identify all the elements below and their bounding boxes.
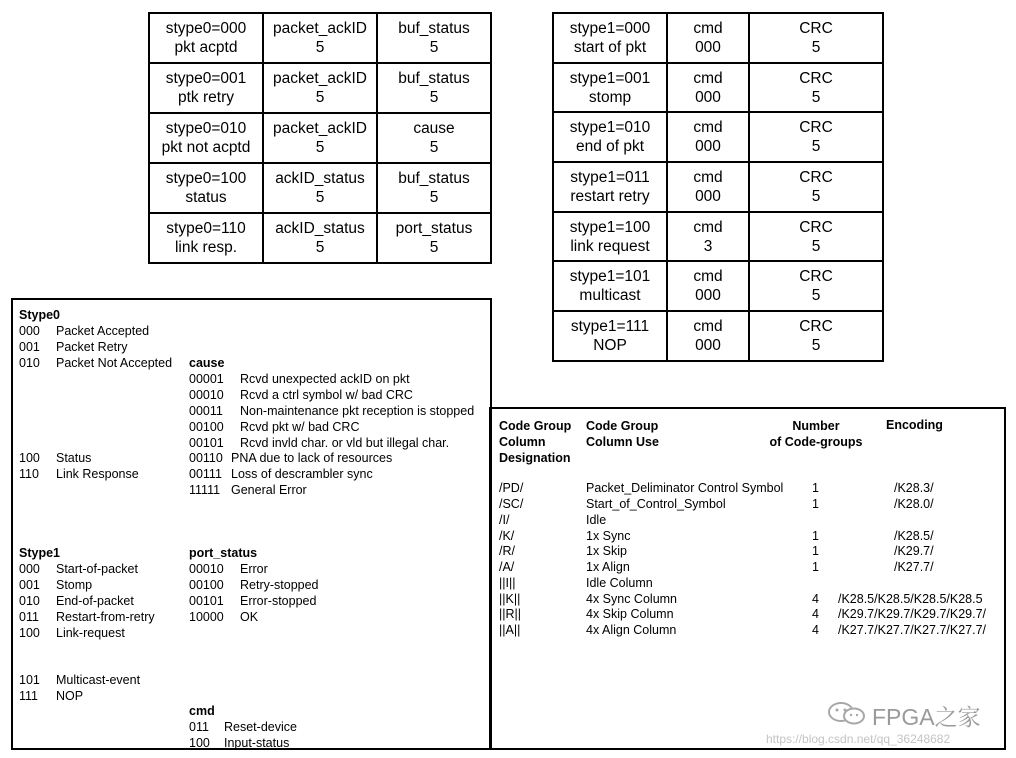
stype1-cell-line: 000 xyxy=(695,336,721,354)
stype0-item-code: 100 xyxy=(19,451,40,465)
stype0-row xyxy=(149,113,491,163)
cmd-item-code: 011 xyxy=(189,720,209,734)
cause-item-code: 00101 xyxy=(189,436,224,450)
code-group-number: 1 xyxy=(812,544,819,558)
stype1-cell-line: cmd xyxy=(693,168,723,186)
cmd-item-label: Reset-device xyxy=(224,720,297,734)
stype1-cell-line: 000 xyxy=(695,88,721,106)
cause-item-code: 00111 xyxy=(189,467,222,481)
stype1-item-code: 001 xyxy=(19,578,40,592)
stype1-cell-line: restart retry xyxy=(570,187,650,205)
stype1-cell xyxy=(667,311,749,361)
code-group-number: 1 xyxy=(812,560,819,574)
stype1-cell-line: 5 xyxy=(811,237,821,255)
legend-box xyxy=(11,298,492,750)
cause-item-code: 00110 xyxy=(189,451,223,465)
stype0-item-code: 000 xyxy=(19,324,40,338)
stype1-cell xyxy=(553,13,667,63)
code-group-encoding: /K27.7/K27.7/K27.7/K27.7/ xyxy=(838,623,987,637)
stype0-cell xyxy=(263,13,377,63)
stype0-cell-line: buf_status xyxy=(398,20,470,37)
cause-item-code: 11111 xyxy=(189,483,221,497)
stype0-cell-line: 5 xyxy=(429,189,439,206)
code-group-designation: ||A|| xyxy=(499,623,521,637)
code-group-number: 4 xyxy=(812,623,819,637)
stype0-cell-line: stype0=100 xyxy=(165,170,247,187)
code-group-number: 1 xyxy=(812,497,819,511)
stype0-cell xyxy=(263,163,377,213)
stype0-item-label: Status xyxy=(56,451,92,465)
stype0-cell-line: cause xyxy=(413,120,455,137)
stype0-cell xyxy=(377,113,491,163)
designation-header: Code Group Column Designation xyxy=(499,419,572,465)
stype1-heading: Stype1 xyxy=(19,546,60,560)
stype0-cell-line: 5 xyxy=(315,139,325,156)
stype0-item-label: Link Response xyxy=(56,467,139,481)
stype1-cell-line: 000 xyxy=(695,138,721,156)
code-group-designation: /A/ xyxy=(499,560,515,574)
stype0-item-code: 010 xyxy=(19,356,40,370)
stype1-cell-line: 5 xyxy=(811,138,821,156)
stype0-cell-line: pkt not acptd xyxy=(161,139,251,156)
port-status-item-label: OK xyxy=(240,610,259,624)
stype0-cell xyxy=(263,213,377,263)
cmd-heading: cmd xyxy=(189,704,215,718)
stype1-cell xyxy=(553,311,667,361)
stype1-table xyxy=(552,12,884,362)
cause-item-code: 00011 xyxy=(189,404,223,418)
stype1-row xyxy=(553,261,883,311)
stype0-cell-line: stype0=010 xyxy=(165,120,247,137)
cause-item-label: Rcvd unexpected ackID on pkt xyxy=(240,372,410,386)
code-group-use: 4x Align Column xyxy=(586,623,677,637)
stype1-cell-line: stomp xyxy=(588,88,632,106)
cause-heading: cause xyxy=(189,356,225,370)
code-group-designation: ||I|| xyxy=(499,576,516,590)
stype1-cell xyxy=(667,13,749,63)
stype0-cell-line: 5 xyxy=(429,239,439,256)
code-group-encoding: /K29.7/K29.7/K29.7/K29.7/ xyxy=(838,607,987,621)
stype1-cell-line: 000 xyxy=(695,187,721,205)
stype1-cell-line: NOP xyxy=(593,336,627,354)
stype1-cell-line: CRC xyxy=(799,218,833,236)
stype1-row xyxy=(553,112,883,162)
stype0-cell-line: packet_ackID xyxy=(273,120,367,137)
code-group-encoding: /K27.7/ xyxy=(894,560,934,574)
stype0-cell-line: 5 xyxy=(429,139,439,156)
stype1-cell-line: CRC xyxy=(799,317,833,335)
code-group-use: Idle xyxy=(586,513,607,527)
stype1-cell-line: 3 xyxy=(703,237,713,255)
code-group-number: 1 xyxy=(812,481,819,495)
stype0-cell-line: link resp. xyxy=(174,239,238,256)
stype0-item-code: 110 xyxy=(19,467,39,481)
stype1-cell-line: start of pkt xyxy=(573,38,647,56)
stype1-cell xyxy=(667,63,749,113)
cause-item-label: Loss of descrambler sync xyxy=(231,467,373,481)
stype1-cell xyxy=(667,261,749,311)
stype0-table-body xyxy=(149,13,491,263)
code-group-encoding: /K28.5/ xyxy=(894,529,934,543)
stype0-cell xyxy=(149,13,263,63)
stype1-cell-line: cmd xyxy=(693,268,723,286)
stype1-cell-line: link request xyxy=(570,237,650,255)
stype1-cell-line: stype1=001 xyxy=(569,69,651,87)
code-group-use: Idle Column xyxy=(586,576,653,590)
stype1-cell xyxy=(749,261,883,311)
stype0-cell-line: stype0=000 xyxy=(165,20,247,37)
stype1-cell xyxy=(749,162,883,212)
cause-item-label: Rcvd pkt w/ bad CRC xyxy=(240,420,360,434)
stype1-cell-line: 5 xyxy=(811,88,821,106)
cause-item-label: Non-maintenance pkt reception is stopped xyxy=(240,404,475,418)
code-group-designation: /I/ xyxy=(499,513,510,527)
code-group-encoding: /K28.5/K28.5/K28.5/K28.5 xyxy=(838,592,983,606)
code-group-designation: /SC/ xyxy=(499,497,524,511)
stype1-cell-line: CRC xyxy=(799,19,833,37)
stype0-cell-line: ptk retry xyxy=(178,89,234,106)
stype0-cell xyxy=(377,63,491,113)
wechat-icon xyxy=(826,700,868,726)
stype1-cell-line: multicast xyxy=(579,287,641,305)
stype1-item-code: 011 xyxy=(19,610,39,624)
code-group-designation: ||K|| xyxy=(499,592,521,606)
code-group-encoding: /K29.7/ xyxy=(894,544,934,558)
stype1-row xyxy=(553,212,883,262)
stype1-cell-line: cmd xyxy=(693,119,723,137)
stype0-cell-line: stype0=001 xyxy=(165,70,247,87)
stype1-cell xyxy=(749,311,883,361)
stype1-cell xyxy=(553,261,667,311)
stype0-cell-line: ackID_status xyxy=(275,170,365,187)
code-group-designation: ||R|| xyxy=(499,607,522,621)
stype0-row xyxy=(149,63,491,113)
stype0-cell-line: buf_status xyxy=(398,170,470,187)
stype1-item-label: Stomp xyxy=(56,578,93,592)
encoding-header: Encoding xyxy=(886,418,943,432)
stype1-cell xyxy=(749,112,883,162)
stype0-cell xyxy=(149,63,263,113)
code-group-designation: /R/ xyxy=(499,544,515,558)
stype1-row xyxy=(553,311,883,361)
port-status-item-label: Error-stopped xyxy=(240,594,317,608)
stype0-cell xyxy=(149,213,263,263)
stype1-cell xyxy=(667,212,749,262)
code-group-designation: /K/ xyxy=(499,529,515,543)
stype0-cell-line: 5 xyxy=(429,89,439,106)
stype0-cell xyxy=(377,213,491,263)
stype1-item-code: 100 xyxy=(19,626,40,640)
stype1-table-body xyxy=(553,13,883,361)
cause-item-code: 00010 xyxy=(189,388,224,402)
stype1-cell-line: cmd xyxy=(693,19,723,37)
stype1-cell-line: stype1=101 xyxy=(569,268,651,286)
stype0-cell-line: pkt acptd xyxy=(174,39,238,56)
stype0-heading: Stype0 xyxy=(19,308,60,322)
stype1-cell-line: CRC xyxy=(799,119,833,137)
stype0-cell-line: stype0=110 xyxy=(166,220,246,237)
stype0-cell-line: packet_ackID xyxy=(273,20,367,37)
stype0-cell-line: 5 xyxy=(315,89,325,106)
stype1-cell-line: cmd xyxy=(693,69,723,87)
stype1-cell xyxy=(553,162,667,212)
stype1-item-label: NOP xyxy=(56,689,84,703)
stype0-cell xyxy=(377,13,491,63)
code-group-number: 1 xyxy=(812,529,819,543)
port-status-item-code: 00100 xyxy=(189,578,224,592)
stype0-cell-line: packet_ackID xyxy=(273,70,367,87)
stype0-item-label: Packet Accepted xyxy=(56,324,150,338)
stype0-cell-line: buf_status xyxy=(398,70,470,87)
port-status-item-code: 10000 xyxy=(189,610,224,624)
stype0-cell-line: 5 xyxy=(315,189,325,206)
stype0-item-label: Packet Retry xyxy=(56,340,128,354)
stype1-cell-line: 5 xyxy=(811,336,821,354)
stype1-cell xyxy=(667,112,749,162)
cause-item-code: 00001 xyxy=(189,372,224,386)
code-group-use: Packet_Deliminator Control Symbol xyxy=(586,481,784,495)
code-group-use: 1x Skip xyxy=(586,544,627,558)
stype1-item-code: 010 xyxy=(19,594,40,608)
code-group-use: 1x Sync xyxy=(586,529,631,543)
stype1-cell xyxy=(667,162,749,212)
code-group-number: 4 xyxy=(812,607,819,621)
stype0-cell-line: 5 xyxy=(315,39,325,56)
stype0-cell-line: ackID_status xyxy=(275,220,365,237)
watermark-url: https://blog.csdn.net/qq_36248682 xyxy=(766,732,951,746)
watermark-brand: FPGA之家 xyxy=(872,704,981,730)
stype1-row xyxy=(553,13,883,63)
stype1-cell-line: stype1=111 xyxy=(570,317,650,335)
stype1-cell-line: stype1=100 xyxy=(569,218,651,236)
cmd-item-label: Input-status xyxy=(224,736,290,750)
stype1-cell xyxy=(749,212,883,262)
stype1-cell-line: 000 xyxy=(695,287,721,305)
stype1-cell-line: stype1=000 xyxy=(569,19,651,37)
port-status-item-code: 00010 xyxy=(189,562,224,576)
stype0-cell-line: 5 xyxy=(315,239,325,256)
stype0-item-code: 001 xyxy=(19,340,40,354)
stype1-cell-line: cmd xyxy=(693,218,723,236)
cause-item-label: Rcvd invld char. or vld but illegal char. xyxy=(240,436,450,450)
number-header: Number of Code-groups xyxy=(769,419,863,449)
code-group-use: 4x Sync Column xyxy=(586,592,678,606)
stype1-cell-line: stype1=011 xyxy=(570,168,650,186)
stype1-cell-line: stype1=010 xyxy=(569,119,651,137)
stype1-item-label: Link-request xyxy=(56,626,125,640)
port-status-item-code: 00101 xyxy=(189,594,224,608)
stype1-row xyxy=(553,162,883,212)
stype0-table xyxy=(148,12,492,264)
code-group-number: 4 xyxy=(812,592,819,606)
code-group-use: 4x Skip Column xyxy=(586,607,674,621)
code-group-use: Start_of_Control_Symbol xyxy=(586,497,726,511)
port-status-item-label: Retry-stopped xyxy=(240,578,319,592)
code-group-designation: /PD/ xyxy=(499,481,524,495)
stype1-cell xyxy=(553,212,667,262)
stype1-cell-line: CRC xyxy=(799,168,833,186)
stype1-item-label: End-of-packet xyxy=(56,594,134,608)
stype1-item-label: Start-of-packet xyxy=(56,562,138,576)
watermark-logo xyxy=(826,700,868,731)
cause-item-code: 00100 xyxy=(189,420,224,434)
stype1-item-code: 000 xyxy=(19,562,40,576)
cmd-item-code: 100 xyxy=(189,736,210,750)
stype1-item-code: 101 xyxy=(19,673,40,687)
stype0-cell xyxy=(263,63,377,113)
code-group-encoding: /K28.3/ xyxy=(894,481,934,495)
port-status-heading: port_status xyxy=(189,546,258,560)
stype1-cell-line: 5 xyxy=(811,287,821,305)
stype1-cell xyxy=(553,112,667,162)
stype0-cell xyxy=(377,163,491,213)
stype1-cell-line: end of pkt xyxy=(575,138,645,156)
stype0-row xyxy=(149,13,491,63)
cause-item-label: General Error xyxy=(231,483,307,497)
stype1-cell-line: CRC xyxy=(799,268,833,286)
use-header: Code Group Column Use xyxy=(586,419,659,449)
stype1-cell-line: cmd xyxy=(693,317,723,335)
stype1-cell-line: CRC xyxy=(799,69,833,87)
stype1-cell-line: 5 xyxy=(811,38,821,56)
stype0-item-label: Packet Not Accepted xyxy=(56,356,173,370)
stype1-item-label: Restart-from-retry xyxy=(56,610,155,624)
stype1-cell xyxy=(749,13,883,63)
stype0-cell-line: port_status xyxy=(395,220,473,237)
stype0-cell xyxy=(149,113,263,163)
stype0-cell xyxy=(263,113,377,163)
code-group-use: 1x Align xyxy=(586,560,630,574)
code-group-encoding: /K28.0/ xyxy=(894,497,934,511)
stype0-row xyxy=(149,213,491,263)
stype1-cell-line: 5 xyxy=(811,187,821,205)
port-status-item-label: Error xyxy=(240,562,268,576)
stype1-cell-line: 000 xyxy=(695,38,721,56)
cause-item-label: PNA due to lack of resources xyxy=(231,451,393,465)
stype1-row xyxy=(553,63,883,113)
stype0-cell-line: 5 xyxy=(429,39,439,56)
stype1-cell xyxy=(553,63,667,113)
stype1-item-label: Multicast-event xyxy=(56,673,141,687)
stype0-row xyxy=(149,163,491,213)
cause-item-label: Rcvd a ctrl symbol w/ bad CRC xyxy=(240,388,413,402)
stype0-cell-line: status xyxy=(185,189,227,206)
stype0-cell xyxy=(149,163,263,213)
stype1-item-code: 111 xyxy=(19,689,39,703)
stype1-cell xyxy=(749,63,883,113)
